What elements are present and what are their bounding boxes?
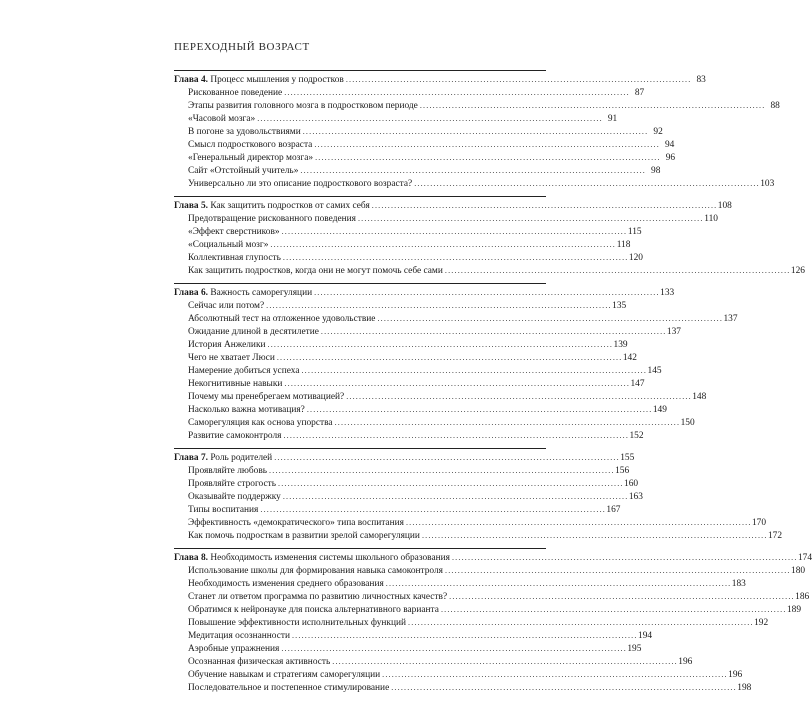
chapter-title-text: Роль родителей (207, 453, 273, 463)
chapter-entry[interactable] (174, 451, 635, 464)
dot-leader (283, 490, 627, 504)
section-entry[interactable] (174, 403, 667, 416)
section-entry[interactable] (174, 629, 653, 642)
page-number: 155 (620, 453, 635, 463)
page-number: 142 (622, 353, 637, 363)
section-title: История Анжелики (188, 340, 266, 350)
dot-leader (268, 338, 612, 352)
chapter-title-text: Важность саморегуляции (207, 288, 313, 298)
section-title: В погоне за удовольствиями (188, 127, 301, 137)
page-number: 137 (723, 314, 738, 324)
page-number: 135 (612, 301, 627, 311)
dot-leader (260, 503, 604, 517)
dot-leader (445, 264, 789, 278)
section-title: Некогнитивные навыки (188, 379, 283, 389)
dot-leader (307, 403, 651, 417)
dot-leader (284, 86, 628, 100)
section-title: Универсально ли это описание подросткового возраста? (188, 179, 413, 189)
section-entry[interactable] (174, 351, 637, 364)
chapter-label: Глава 7. (174, 453, 208, 463)
page-number: 87 (634, 88, 645, 98)
section-entry[interactable] (174, 655, 693, 668)
chapter-label: Глава 6. (174, 288, 208, 298)
chapter-title (174, 552, 450, 565)
section-title: Необходимость изменения среднего образования (188, 579, 384, 589)
section-entry[interactable] (174, 299, 627, 312)
section-entry[interactable] (174, 212, 718, 225)
dot-leader (358, 212, 702, 226)
section-title: Сайт «Отстойный учитель» (188, 166, 299, 176)
section-entry[interactable] (174, 416, 695, 429)
page-number: 156 (615, 466, 630, 476)
dot-leader (277, 351, 621, 365)
section-entry[interactable] (174, 177, 775, 190)
section-entry[interactable] (174, 681, 752, 694)
section-title: Эффективность «демократического» типа воспитания (188, 518, 404, 528)
section-title: Типы воспитания (188, 505, 259, 515)
section-title: Медитация осознанности (188, 631, 290, 641)
chapter-entry[interactable] (174, 73, 706, 86)
section-title: Развитие самоконтроля (188, 431, 282, 441)
page-number: 137 (666, 327, 681, 337)
section-title: Как защитить подростков, когда они не могут помочь себе сами (188, 266, 443, 276)
dot-leader (408, 616, 752, 630)
section-title: Рискованное поведение (188, 88, 283, 98)
section-entry[interactable] (174, 238, 631, 251)
section-title: «Эффект сверстников» (188, 227, 280, 237)
section-title: Использование школы для формирования навыка самоконтроля (188, 566, 443, 576)
section-entry[interactable] (174, 325, 681, 338)
dot-leader (332, 655, 676, 669)
page-number: 163 (628, 492, 643, 502)
dot-leader (391, 681, 735, 695)
section-entry[interactable] (174, 86, 645, 99)
chapter-title (174, 200, 370, 213)
dot-leader (274, 451, 618, 465)
chapter-entry[interactable] (174, 199, 732, 212)
dot-leader (303, 125, 647, 139)
section-title: Станет ли ответом программа по развитию личностных качеств? (188, 592, 448, 602)
dot-leader (278, 477, 622, 491)
page-number: 103 (760, 179, 775, 189)
dot-leader (281, 642, 625, 656)
section-entry[interactable] (174, 564, 806, 577)
section-entry[interactable] (174, 429, 644, 442)
chapter-block (174, 196, 805, 277)
section-title: Чего не хватает Люси (188, 353, 275, 363)
section-entry[interactable] (174, 251, 643, 264)
page-number: 160 (624, 479, 639, 489)
page-number: 94 (664, 140, 675, 150)
page-number: 126 (790, 266, 805, 276)
dot-leader (420, 99, 764, 113)
section-title: Саморегуляция как основа упорства (188, 418, 333, 428)
running-head: ПЕРЕХОДНЫЙ ВОЗРАСТ (174, 41, 310, 53)
dot-leader (452, 551, 796, 565)
page-number: 186 (795, 592, 810, 602)
section-entry[interactable] (174, 490, 643, 503)
chapter-block (174, 70, 780, 190)
section-title: Почему мы пренебрегаем мотивацией? (188, 392, 345, 402)
chapter-label: Глава 8. (174, 553, 208, 563)
dot-leader (292, 629, 636, 643)
chapter-entry[interactable] (174, 286, 675, 299)
section-entry[interactable] (174, 503, 621, 516)
dot-leader (266, 299, 610, 313)
chapter-title (174, 452, 272, 465)
section-entry[interactable] (174, 264, 805, 277)
section-title: Предотвращение рискованного поведения (188, 214, 356, 224)
section-entry[interactable] (174, 390, 707, 403)
page-number: 133 (660, 288, 675, 298)
page-number: 145 (647, 366, 662, 376)
section-entry[interactable] (174, 464, 630, 477)
section-entry[interactable] (174, 377, 645, 390)
section-title: Обучение навыкам и стратегиям саморегуляции (188, 670, 381, 680)
chapter-block (174, 283, 738, 442)
page-number: 110 (704, 214, 718, 224)
section-title: Абсолютный тест на отложенное удовольствие (188, 314, 376, 324)
section-title: Проявляйте строгость (188, 479, 277, 489)
dot-leader (283, 251, 627, 265)
section-title: Обратимся к нейронауке для поиска альтернативного варианта (188, 605, 439, 615)
section-title: Осознанная физическая активность (188, 657, 331, 667)
dot-leader (335, 416, 679, 430)
section-entry[interactable] (174, 125, 663, 138)
chapter-block (174, 548, 812, 694)
page-number: 118 (616, 240, 631, 250)
section-title: Проявляйте любовь (188, 466, 268, 476)
dot-leader (257, 112, 601, 126)
section-entry[interactable] (174, 603, 802, 616)
page-number: 83 (696, 75, 706, 85)
section-title: «Часовой мозга» (188, 114, 256, 124)
section-title: Этапы развития головного мозга в подростковом периоде (188, 101, 418, 111)
dot-leader (314, 138, 658, 152)
section-entry[interactable] (174, 516, 767, 529)
page-number: 150 (680, 418, 695, 428)
page-number: 195 (627, 644, 642, 654)
page-number: 183 (731, 579, 746, 589)
page-number: 88 (770, 101, 780, 111)
section-title: Оказывайте поддержку (188, 492, 281, 502)
section-entry[interactable] (174, 616, 769, 629)
dot-leader (386, 577, 730, 591)
page-number: 192 (754, 618, 769, 628)
page-number: 139 (613, 340, 628, 350)
section-entry[interactable] (174, 590, 810, 603)
page-number: 98 (651, 166, 661, 176)
section-title: Ожидание длиной в десятилетие (188, 327, 319, 337)
page-number: 148 (692, 392, 707, 402)
chapter-entry[interactable] (174, 551, 812, 564)
dot-leader (301, 364, 645, 378)
dot-leader (372, 199, 716, 213)
page-number: 194 (638, 631, 653, 641)
page-number: 180 (791, 566, 806, 576)
dot-leader (314, 286, 658, 300)
chapter-block (174, 448, 783, 542)
page-number: 167 (606, 505, 621, 515)
section-entry[interactable] (174, 364, 662, 377)
dot-leader (300, 164, 644, 178)
section-entry[interactable] (174, 151, 676, 164)
section-title: Сейчас или потом? (188, 301, 265, 311)
dot-leader (414, 177, 758, 191)
section-entry[interactable] (174, 668, 743, 681)
section-entry[interactable] (174, 312, 738, 325)
page-number: 196 (678, 657, 693, 667)
page-number: 170 (751, 518, 767, 528)
dot-leader (406, 516, 750, 530)
page-number: 147 (630, 379, 645, 389)
section-entry[interactable] (174, 112, 618, 125)
section-entry[interactable] (174, 164, 661, 177)
section-title: Повышение эффективности исполнительных функций (188, 618, 407, 628)
page-number: 149 (652, 405, 667, 415)
dot-leader (422, 529, 766, 543)
section-entry[interactable] (174, 477, 639, 490)
dot-leader (321, 325, 665, 339)
chapter-title-text: Необходимость изменения системы школьного образования (207, 553, 450, 563)
section-entry[interactable] (174, 225, 642, 238)
section-title: Намерение добиться успеха (188, 366, 300, 376)
section-entry[interactable] (174, 529, 783, 542)
section-entry[interactable] (174, 99, 780, 112)
page-number: 174 (797, 553, 812, 563)
section-title: «Генеральный директор мозга» (188, 153, 314, 163)
chapter-label: Глава 4. (174, 75, 208, 85)
page-number: 189 (786, 605, 802, 615)
section-title: Смысл подросткового возраста (188, 140, 313, 150)
chapter-label: Глава 5. (174, 201, 208, 211)
dot-leader (315, 151, 659, 165)
dot-leader (282, 225, 626, 239)
dot-leader (270, 238, 614, 252)
page-number: 96 (665, 153, 676, 163)
dot-leader (284, 377, 628, 391)
dot-leader (377, 312, 721, 326)
chapter-title-text: Процесс мышления у подростков (207, 75, 344, 85)
section-entry[interactable] (174, 642, 642, 655)
section-entry[interactable] (174, 577, 746, 590)
table-of-contents (174, 70, 812, 700)
page-number: 91 (607, 114, 618, 124)
section-entry[interactable] (174, 138, 675, 151)
page-number: 108 (717, 201, 732, 211)
dot-leader (441, 603, 785, 617)
page-number: 172 (767, 531, 783, 541)
page-number: 152 (629, 431, 644, 441)
page-number: 92 (653, 127, 663, 137)
section-title: Аэробные упражнения (188, 644, 280, 654)
section-entry[interactable] (174, 338, 628, 351)
section-title: Как помочь подросткам в развитии зрелой саморегуляции (188, 531, 420, 541)
page-number: 198 (737, 683, 752, 693)
section-title: Коллективная глупость (188, 253, 281, 263)
section-title: «Социальный мозг» (188, 240, 269, 250)
page-number: 115 (627, 227, 642, 237)
chapter-title-text: Как защитить подростков от самих себя (207, 201, 370, 211)
section-title: Последовательное и постепенное стимулирование (188, 683, 390, 693)
dot-leader (283, 429, 627, 443)
dot-leader (449, 590, 793, 604)
page-number: 120 (628, 253, 643, 263)
page-number: 196 (728, 670, 743, 680)
dot-leader (445, 564, 789, 578)
dot-leader (346, 390, 690, 404)
dot-leader (269, 464, 613, 478)
dot-leader (346, 73, 690, 87)
dot-leader (382, 668, 726, 682)
section-title: Насколько важна мотивация? (188, 405, 305, 415)
